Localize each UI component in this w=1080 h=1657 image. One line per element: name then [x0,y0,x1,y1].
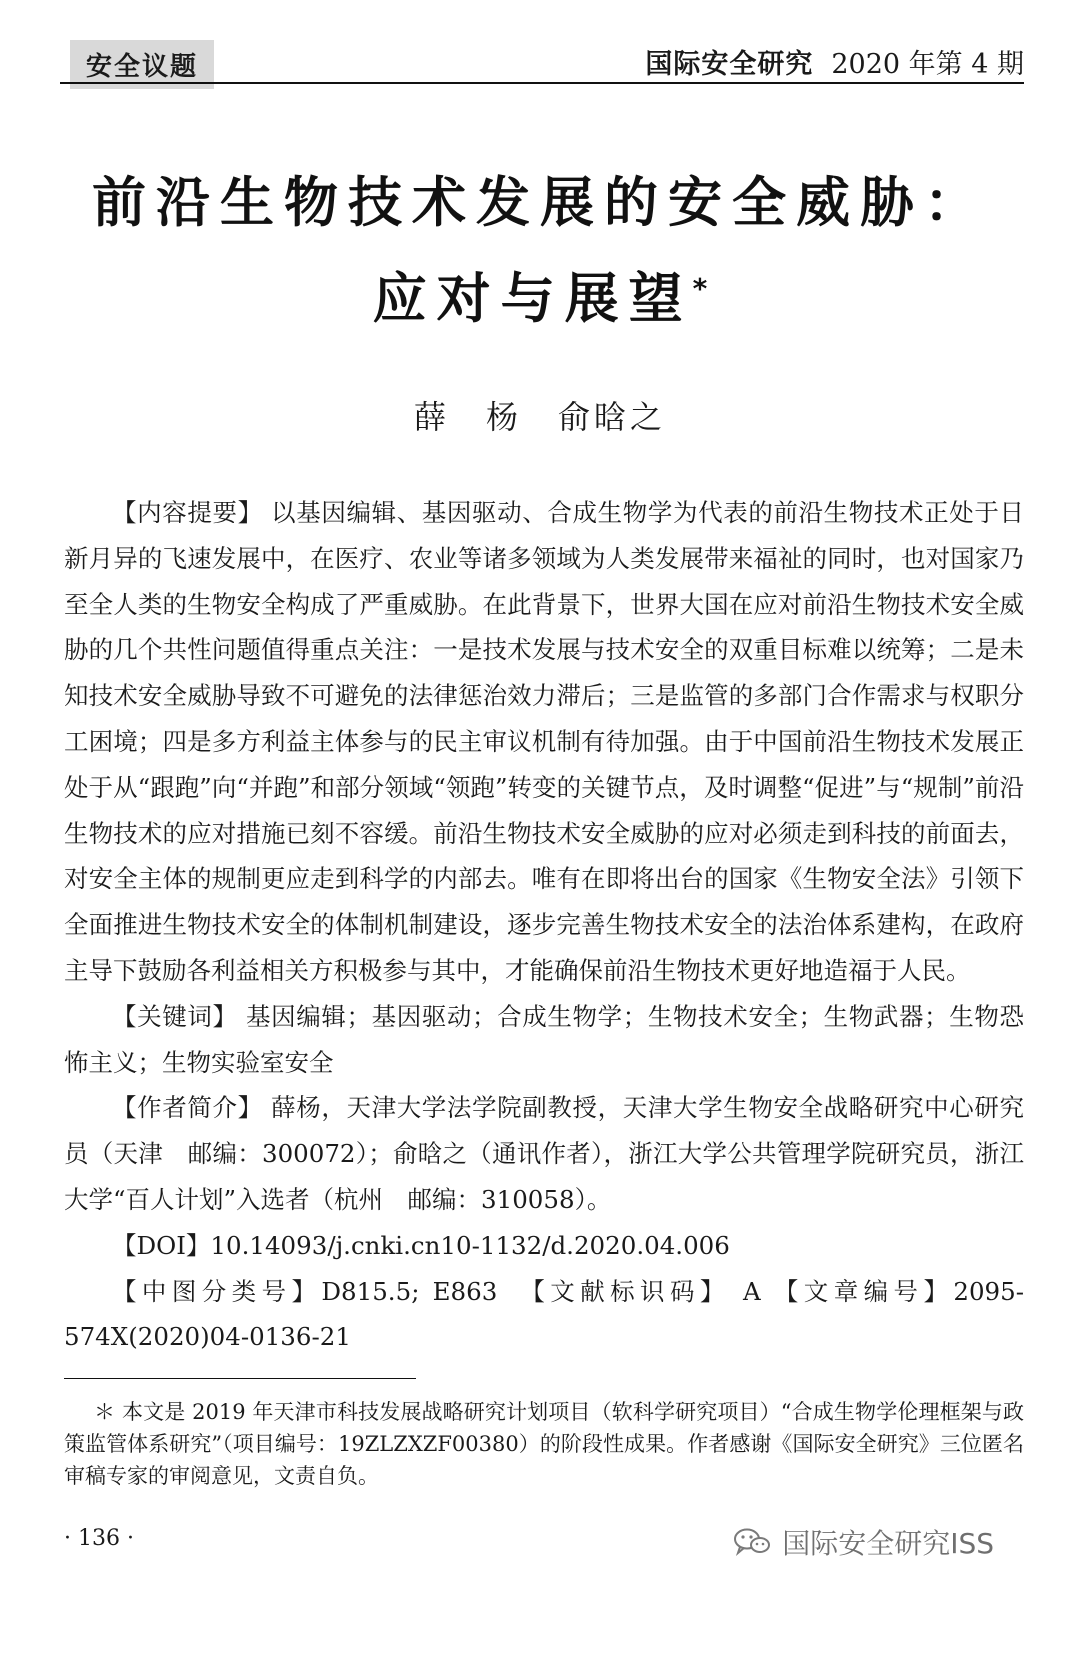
footnote [64,1396,1024,1492]
wechat-icon [732,1527,772,1557]
issue-label: 2020 年第 4 期 [831,49,1024,80]
journal-info [645,42,1024,81]
clc-label: 【中图分类号】 [112,1276,322,1306]
keywords-text: 基因编辑；基因驱动；合成生物学；生物技术安全；生物武器；生物恐怖主义；生物实验室安全 [64,1001,1024,1077]
keywords [64,994,1024,1086]
page-number: · 136 · [64,1526,134,1551]
title-line-2-text: 应对与展望 [372,267,693,330]
doi [64,1223,1024,1269]
classification [64,1269,1024,1361]
doc-code-label: 【文献标识码】 [532,1276,730,1306]
keywords-label: 【关键词】 [112,1001,238,1031]
author-bio [64,1085,1024,1222]
author-bio-label: 【作者简介】 [112,1093,263,1123]
footnote-rule [64,1378,416,1379]
article-number-value: 2095-574X(2020)04-0136-21 [64,1276,1025,1352]
watermark [732,1522,994,1562]
clc-value: D815.5; E863 [321,1276,498,1306]
journal-name: 国际安全研究 [645,49,814,80]
title-line-1: 前沿生物技术发展的安全威胁： [92,171,988,234]
page-header [60,38,1024,82]
watermark-text: 国际安全研究ISS [782,1527,994,1560]
doi-value: 10.14093/j.cnki.cn10-1132/d.2020.04.006 [210,1230,730,1260]
authors: 薛 杨 俞晗之 [413,398,666,436]
front-matter [64,490,1024,1360]
article-number-label: 【文章编号】 [773,1276,954,1306]
doi-label: 【DOI】 [112,1230,211,1260]
abstract [64,490,1024,994]
abstract-text: 以基因编辑、基因驱动、合成生物学为代表的前沿生物技术正处于日新月异的飞速发展中，在医疗、农业等诸多领域为人类发展带来福祉的同时，也对国家乃至全人类的生物安全构成了严重威胁。在此背景下，世界大国在应对前沿生物技术安全威胁的几个共性问题值得重点关注：一是技术发展与技术安全的双重目标难以统筹；二是未知技术安全威胁导致不可避免的法律惩治效力滞后；三是监管的多部门合作需求与权职分工困境；四是多方利益主体参与的民主审议机制有待加强。由于中国前沿生物技术发展正处于从“跟跑”向“并跑”和部分领域“领跑”转变的关键节点，及时调整“促进”与“规制”前沿生物技术的应对措施已刻不容缓。前沿生物技术安全威胁的应对必须走到科技的前面去，对安全主体的规制更应走到科学的内部去。唯有在即将出台的国家《生物安全法》引领下全面推进生物技术安全的体制机制建设，逐步完善生物技术安全的法治体系建构，在政府主导下鼓励各利益相关方积极参与其中，才能确保前沿生物技术更好地造福于人民。 [64,498,1024,985]
footnote-text: ＊ 本文是 2019 年天津市科技发展战略研究计划项目（软科学研究项目）“合成生物学伦理框架与政策监管体系研究”（项目编号：19ZLZXZF00380）的阶段性成果。作者感谢《国际安全研究》三位匿名审稿专家的审阅意见，文责自负。 [64,1400,1024,1488]
title-line-2 [0,256,1080,333]
doc-code-value: A [742,1276,761,1306]
section-tag: 安全议题 [70,40,214,89]
title-footnote-marker: * [692,272,708,305]
header-rule [60,82,1024,84]
author-bio-text: 薛杨，天津大学法学院副教授，天津大学生物安全战略研究中心研究员（天津 邮编：300072）；俞晗之（通讯作者），浙江大学公共管理学院研究员，浙江大学“百人计划”入选者（杭州 邮编：310058）。 [64,1093,1024,1214]
abstract-label: 【内容提要】 [112,498,263,527]
